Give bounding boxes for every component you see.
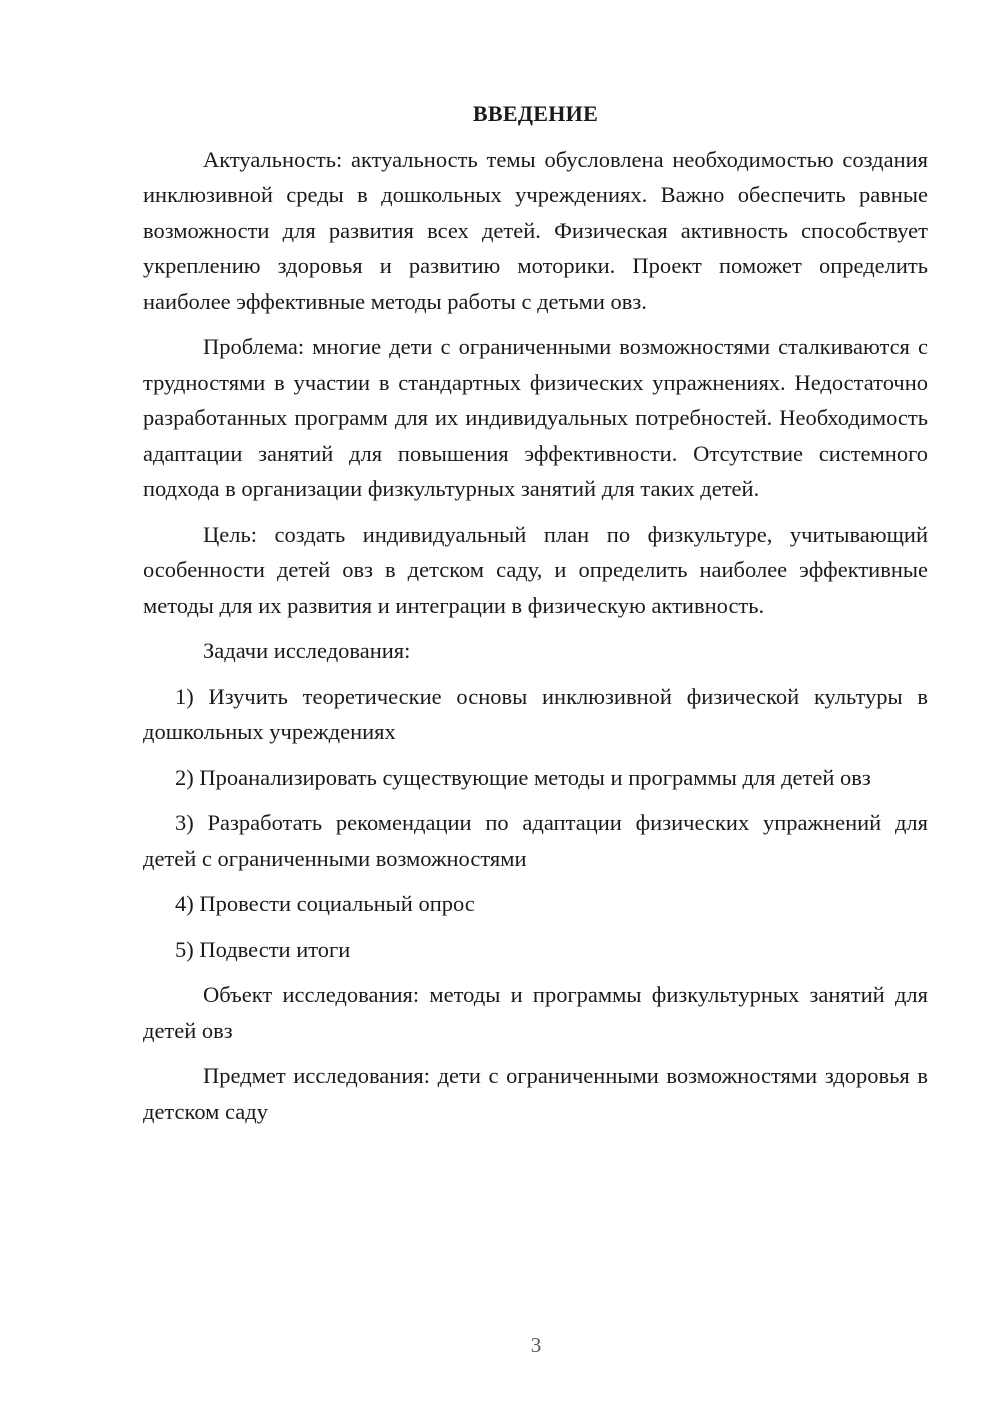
paragraph-goal: Цель: создать индивидуальный план по физкультуре, учитывающий особенности детей овз в детском саду, и определить наиболее эффективные методы для их развития и интеграции в физическую активность. xyxy=(143,521,928,618)
task-item-3: 3) Разработать рекомендации по адаптации физических упражнений для детей с ограниченными возможностями xyxy=(143,810,928,871)
task-item-4: 4) Провести социальный опрос xyxy=(175,891,475,916)
page-title: ВВЕДЕНИЕ xyxy=(472,101,599,126)
paragraph-relevance: Актуальность: актуальность темы обусловлена необходимостью создания инклюзивной среды в дошкольных учреждениях. Важно обеспечить равные возможности для развития всех детей. Физическая активность способствует укреплению здоровья и развитию моторики. Проект поможет определить наиболее эффективные методы работы с детьми овз. xyxy=(143,146,928,314)
task-item-2: 2) Проанализировать существующие методы и программы для детей овз xyxy=(175,764,871,790)
paragraph-subject: Предмет исследования: дети с ограниченными возможностями здоровья в детском саду xyxy=(143,1063,928,1124)
tasks-heading: Задачи исследования: xyxy=(203,638,411,663)
document-page xyxy=(143,96,928,1139)
task-item-1: 1) Изучить теоретические основы инклюзивной физической культуры в дошкольных учреждениях xyxy=(143,683,928,744)
paragraph-problem: Проблема: многие дети с ограниченными возможностями сталкиваются с трудностями в участии в стандартных физических упражнениях. Недостаточно разработанных программ для их индивидуальных потребностей. Необходимость адаптации занятий для повышения эффективности. Отсутствие системного подхода в организации физкультурных занятий для таких детей. xyxy=(143,334,928,501)
page-number: 3 xyxy=(530,1333,542,1357)
task-item-5: 5) Подвести итоги xyxy=(175,936,351,962)
paragraph-object: Объект исследования: методы и программы физкультурных занятий для детей овз xyxy=(143,982,928,1043)
